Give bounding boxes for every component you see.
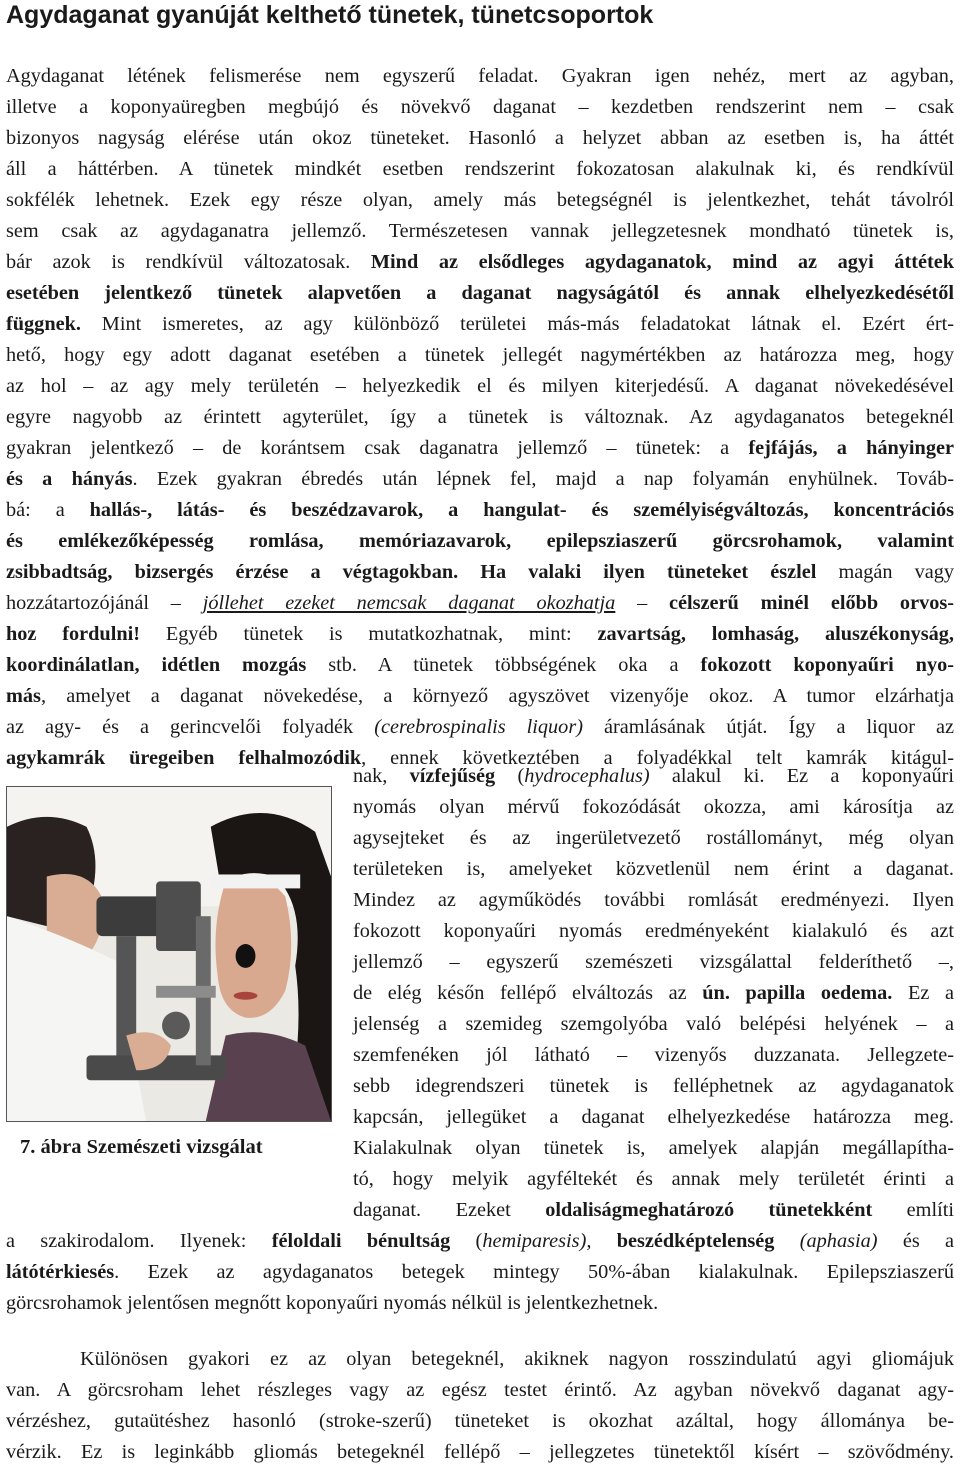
paragraph-line: és a hányás. Ezek gyakran ébredés után lépnek fel, majd a nap folyamán enyhülnek. Továb- <box>6 468 954 490</box>
paragraph-line: vérzik. Ez is leginkább gliomás betegeknél fellépő – jellegzetes tünetektől kísért – szövődmény. <box>6 1441 954 1463</box>
photo-illustration <box>7 787 331 1121</box>
paragraph-line: sebb idegrendszeri tünetek is felléphetnek az agydaganatok <box>353 1075 954 1097</box>
eye-examination-photo <box>6 786 332 1122</box>
paragraph-line: hozzátartozójánál – jóllehet ezeket nemcsak daganat okozhatja – célszerű minél előbb orvos- <box>6 592 954 614</box>
paragraph-line: bizonyos nagyság elérése után okoz tüneteket. Hasonló a helyzet abban az esetben is, ha áttét <box>6 127 954 149</box>
paragraph-line: más, amelyet a daganat növekedése, a környező agyszövet vizenyője okoz. A tumor elzárhatja <box>6 685 954 707</box>
figure-caption: 7. ábra Szemészeti vizsgálat <box>20 1136 263 1158</box>
paragraph-line: hoz fordulni! Egyéb tünetek is mutatkozhatnak, mint: zavartság, lomhaság, aluszékonyság, <box>6 623 954 645</box>
paragraph-line: szemfenéken jól látható – vizenyős duzzanata. Jellegzete- <box>353 1044 954 1066</box>
paragraph-line: Agydaganat létének felismerése nem egyszerű feladat. Gyakran igen nehéz, mert az agyban, <box>6 65 954 87</box>
paragraph-line: illetve a koponyaüregben megbújó és növekvő daganat – kezdetben rendszerint nem – csak <box>6 96 954 118</box>
paragraph-line: területeken is, amelyeket közvetlenül nem érint a daganat. <box>353 858 954 880</box>
paragraph-line: daganat. Ezeket oldaliságmeghatározó tünetekként említi <box>353 1199 954 1221</box>
paragraph-line: agysejteket és az ingerületvezető rostállományt, még olyan <box>353 827 954 849</box>
paragraph-line: zsibbadtság, bizsergés érzése a végtagokban. Ha valaki ilyen tüneteket észlel magán vagy <box>6 561 954 583</box>
paragraph-line: agykamrák üregeiben felhalmozódik, ennek következtében a folyadékkal telt kamrák kitágul- <box>6 747 954 769</box>
paragraph-line: koordinálatlan, idétlen mozgás stb. A tünetek többségének oka a fokozott koponyaűri nyo- <box>6 654 954 676</box>
paragraph-line: sem csak az agydaganatra jellemző. Természetesen vannak jellegzetesnek mondható tünetek is, <box>6 220 954 242</box>
paragraph-line: Kialakulnak olyan tünetek is, amelyek alapján megállapítha- <box>353 1137 954 1159</box>
paragraph-line: függnek. Mint ismeretes, az agy különböző területei más-más feladatokat látnak el. Ezért ért- <box>6 313 954 335</box>
paragraph-line: bá: a hallás-, látás- és beszédzavarok, a hangulat- és személyiségváltozás, koncentrációs <box>6 499 955 521</box>
paragraph-line: fokozott koponyaűri nyomás eredményeként kialakuló és azt <box>353 920 954 942</box>
paragraph-line: jelenség a szemideg szemgolyóba való belépési helyének – a <box>353 1013 954 1035</box>
page-title: Agydaganat gyanúját kelthető tünetek, tünetcsoportok <box>6 1 654 29</box>
paragraph-line: sokfélék lehetnek. Ezek egy része olyan, amely más betegségnél is jelentkezhet, tehát távolról <box>6 189 954 211</box>
paragraph-line: jellemző – egyszerű szemészeti vizsgálattal felderíthető –, <box>353 951 954 973</box>
paragraph-line: nyomás olyan mérvű fokozódását okozza, ami károsítja az <box>353 796 954 818</box>
paragraph-line: az hol – az agy mely területén – helyezkedik el és milyen kiterjedésű. A daganat növekedésével <box>6 375 954 397</box>
paragraph-line: bár azok is rendkívül változatosak. Mind az elsődleges agydaganatok, mind az agyi áttétek <box>6 251 954 273</box>
paragraph-line: esetében jelentkező tünetek alapvetően a daganat nagyságától és annak elhelyezkedésétől <box>6 282 954 304</box>
paragraph-line: de elég későn fellépő elváltozás az ún. papilla oedema. Ez a <box>353 982 954 1004</box>
paragraph-line: látótérkiesés. Ezek az agydaganatos betegek mintegy 50%-ában kialakulnak. Epilepsziaszerű <box>6 1261 954 1283</box>
paragraph-line: kapcsán, jellegüket a daganat elhelyezkedése határozza meg. <box>353 1106 954 1128</box>
paragraph-line: és emlékezőképesség romlása, memóriazavarok, epilepsziaszerű görcsrohamok, valamint <box>6 530 954 552</box>
paragraph-line: tó, hogy melyik agyféltekét és annak mely területét érinti a <box>353 1168 954 1190</box>
paragraph-line: vérzéshez, gutaütéshez hasonló (stroke-szerű) tüneteket is okozhat azáltal, hogy állománya be- <box>6 1410 954 1432</box>
paragraph-line: van. A görcsroham lehet részleges vagy az egész testet érintő. Az agyban növekvő daganat agy- <box>6 1379 954 1401</box>
paragraph-line: nak, vízfejűség (hydrocephalus) alakul ki. Ez a koponyaűri <box>353 765 954 787</box>
paragraph-line: áll a háttérben. A tünetek mindkét esetben rendszerint fokozatosan alakulnak ki, és rendkívül <box>6 158 954 180</box>
paragraph-line: a szakirodalom. Ilyenek: féloldali bénultság (hemiparesis), beszédképtelenség (aphasia) és a <box>6 1230 955 1252</box>
paragraph-line: Mindez az agyműködés további romlását eredményezi. Ilyen <box>353 889 954 911</box>
paragraph-line: görcsrohamok jelentősen megnőtt koponyaűri nyomás nélkül is jelentkezhetnek. <box>6 1292 659 1314</box>
paragraph-line: egyre nagyobb az érintett agyterület, így a tünetek is változnak. Az agydaganatos betegeknél <box>6 406 954 428</box>
paragraph-line: az agy- és a gerincvelői folyadék (cerebrospinalis liquor) áramlásának útját. Így a liquor az <box>6 716 954 738</box>
paragraph-line: hető, hogy egy adott daganat esetében a tünetek jellegét nagymértékben az határozza meg, hogy <box>6 344 954 366</box>
paragraph-line: gyakran jelentkező – de korántsem csak daganatra jellemző – tünetek: a fejfájás, a hányinger <box>6 437 954 459</box>
paragraph-line: Különösen gyakori ez az olyan betegeknél, akiknek nagyon rosszindulatú agyi gliomájuk <box>80 1348 954 1370</box>
